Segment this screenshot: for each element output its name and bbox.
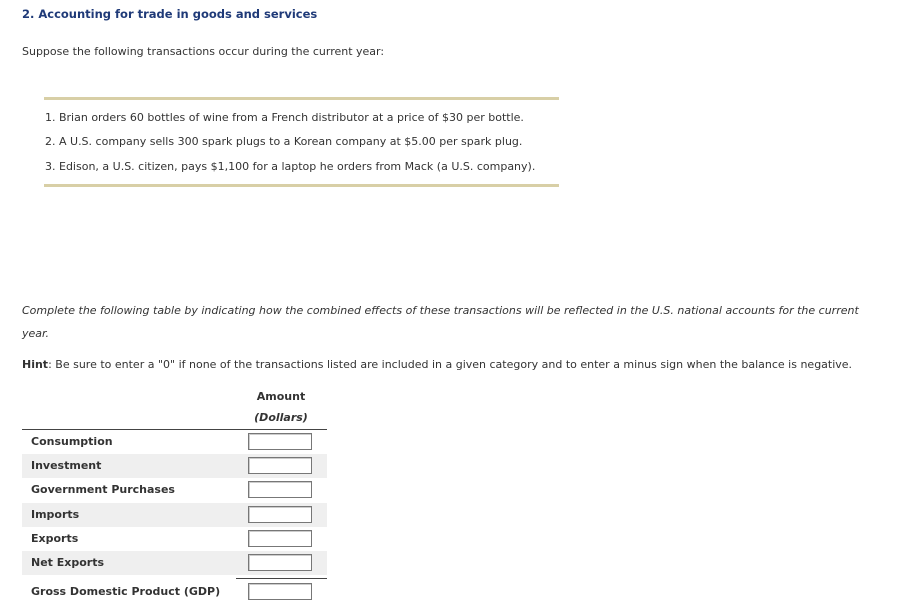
question-title: 2. Accounting for trade in goods and services (22, 7, 318, 21)
row-net-exports (22, 551, 236, 575)
row-label-investment: Investment (31, 459, 102, 472)
hint-text (22, 358, 852, 371)
row-label-government-purchases: Government Purchases (31, 483, 175, 496)
row-gdp (22, 580, 236, 604)
cell-gdp (236, 580, 327, 604)
row-exports (22, 527, 236, 551)
government-purchases-input[interactable] (248, 481, 312, 498)
investment-input[interactable] (248, 457, 312, 474)
transaction-item-3: 3. Edison, a U.S. citizen, pays $1,100 for a laptop he orders from Mack (a U.S. company). (45, 160, 536, 173)
net-exports-input[interactable] (248, 554, 312, 571)
row-label-consumption: Consumption (31, 435, 113, 448)
cell-exports (236, 527, 327, 551)
intro-text: Suppose the following transactions occur during the current year: (22, 45, 385, 58)
amount-header: Amount (256, 390, 306, 403)
transaction-item-2: 2. A U.S. company sells 300 spark plugs to a Korean company at $5.00 per spark plug. (45, 135, 523, 148)
gdp-input[interactable] (248, 583, 312, 600)
row-consumption (22, 430, 236, 454)
imports-input[interactable] (248, 506, 312, 523)
exports-input[interactable] (248, 530, 312, 547)
row-government-purchases (22, 478, 236, 502)
row-label-imports: Imports (31, 508, 80, 521)
row-label-gdp: Gross Domestic Product (GDP) (31, 585, 221, 598)
hint-label: Hint (22, 358, 49, 371)
hint-body: : Be sure to enter a "0" if none of the transactions listed are included in a given category and to enter a minus sign when the balance is negative. (48, 358, 853, 371)
instructions-text: Complete the following table by indicating how the combined effects of these transactions will be reflected in the U.S. national accounts for the current year. (22, 304, 859, 340)
transaction-item-1: 1. Brian orders 60 bottles of wine from a French distributor at a price of $30 per bottle. (45, 111, 524, 124)
units-header: (Dollars) (254, 411, 308, 424)
row-imports (22, 503, 236, 527)
consumption-input[interactable] (248, 433, 312, 450)
gdp-rule (236, 578, 327, 579)
cell-consumption (236, 430, 327, 454)
row-label-net-exports: Net Exports (31, 556, 105, 569)
cell-government-purchases (236, 478, 327, 502)
cell-imports (236, 503, 327, 527)
transactions-box (44, 97, 559, 187)
cell-net-exports (236, 551, 327, 575)
cell-investment (236, 454, 327, 478)
row-label-exports: Exports (31, 532, 79, 545)
row-investment (22, 454, 236, 478)
